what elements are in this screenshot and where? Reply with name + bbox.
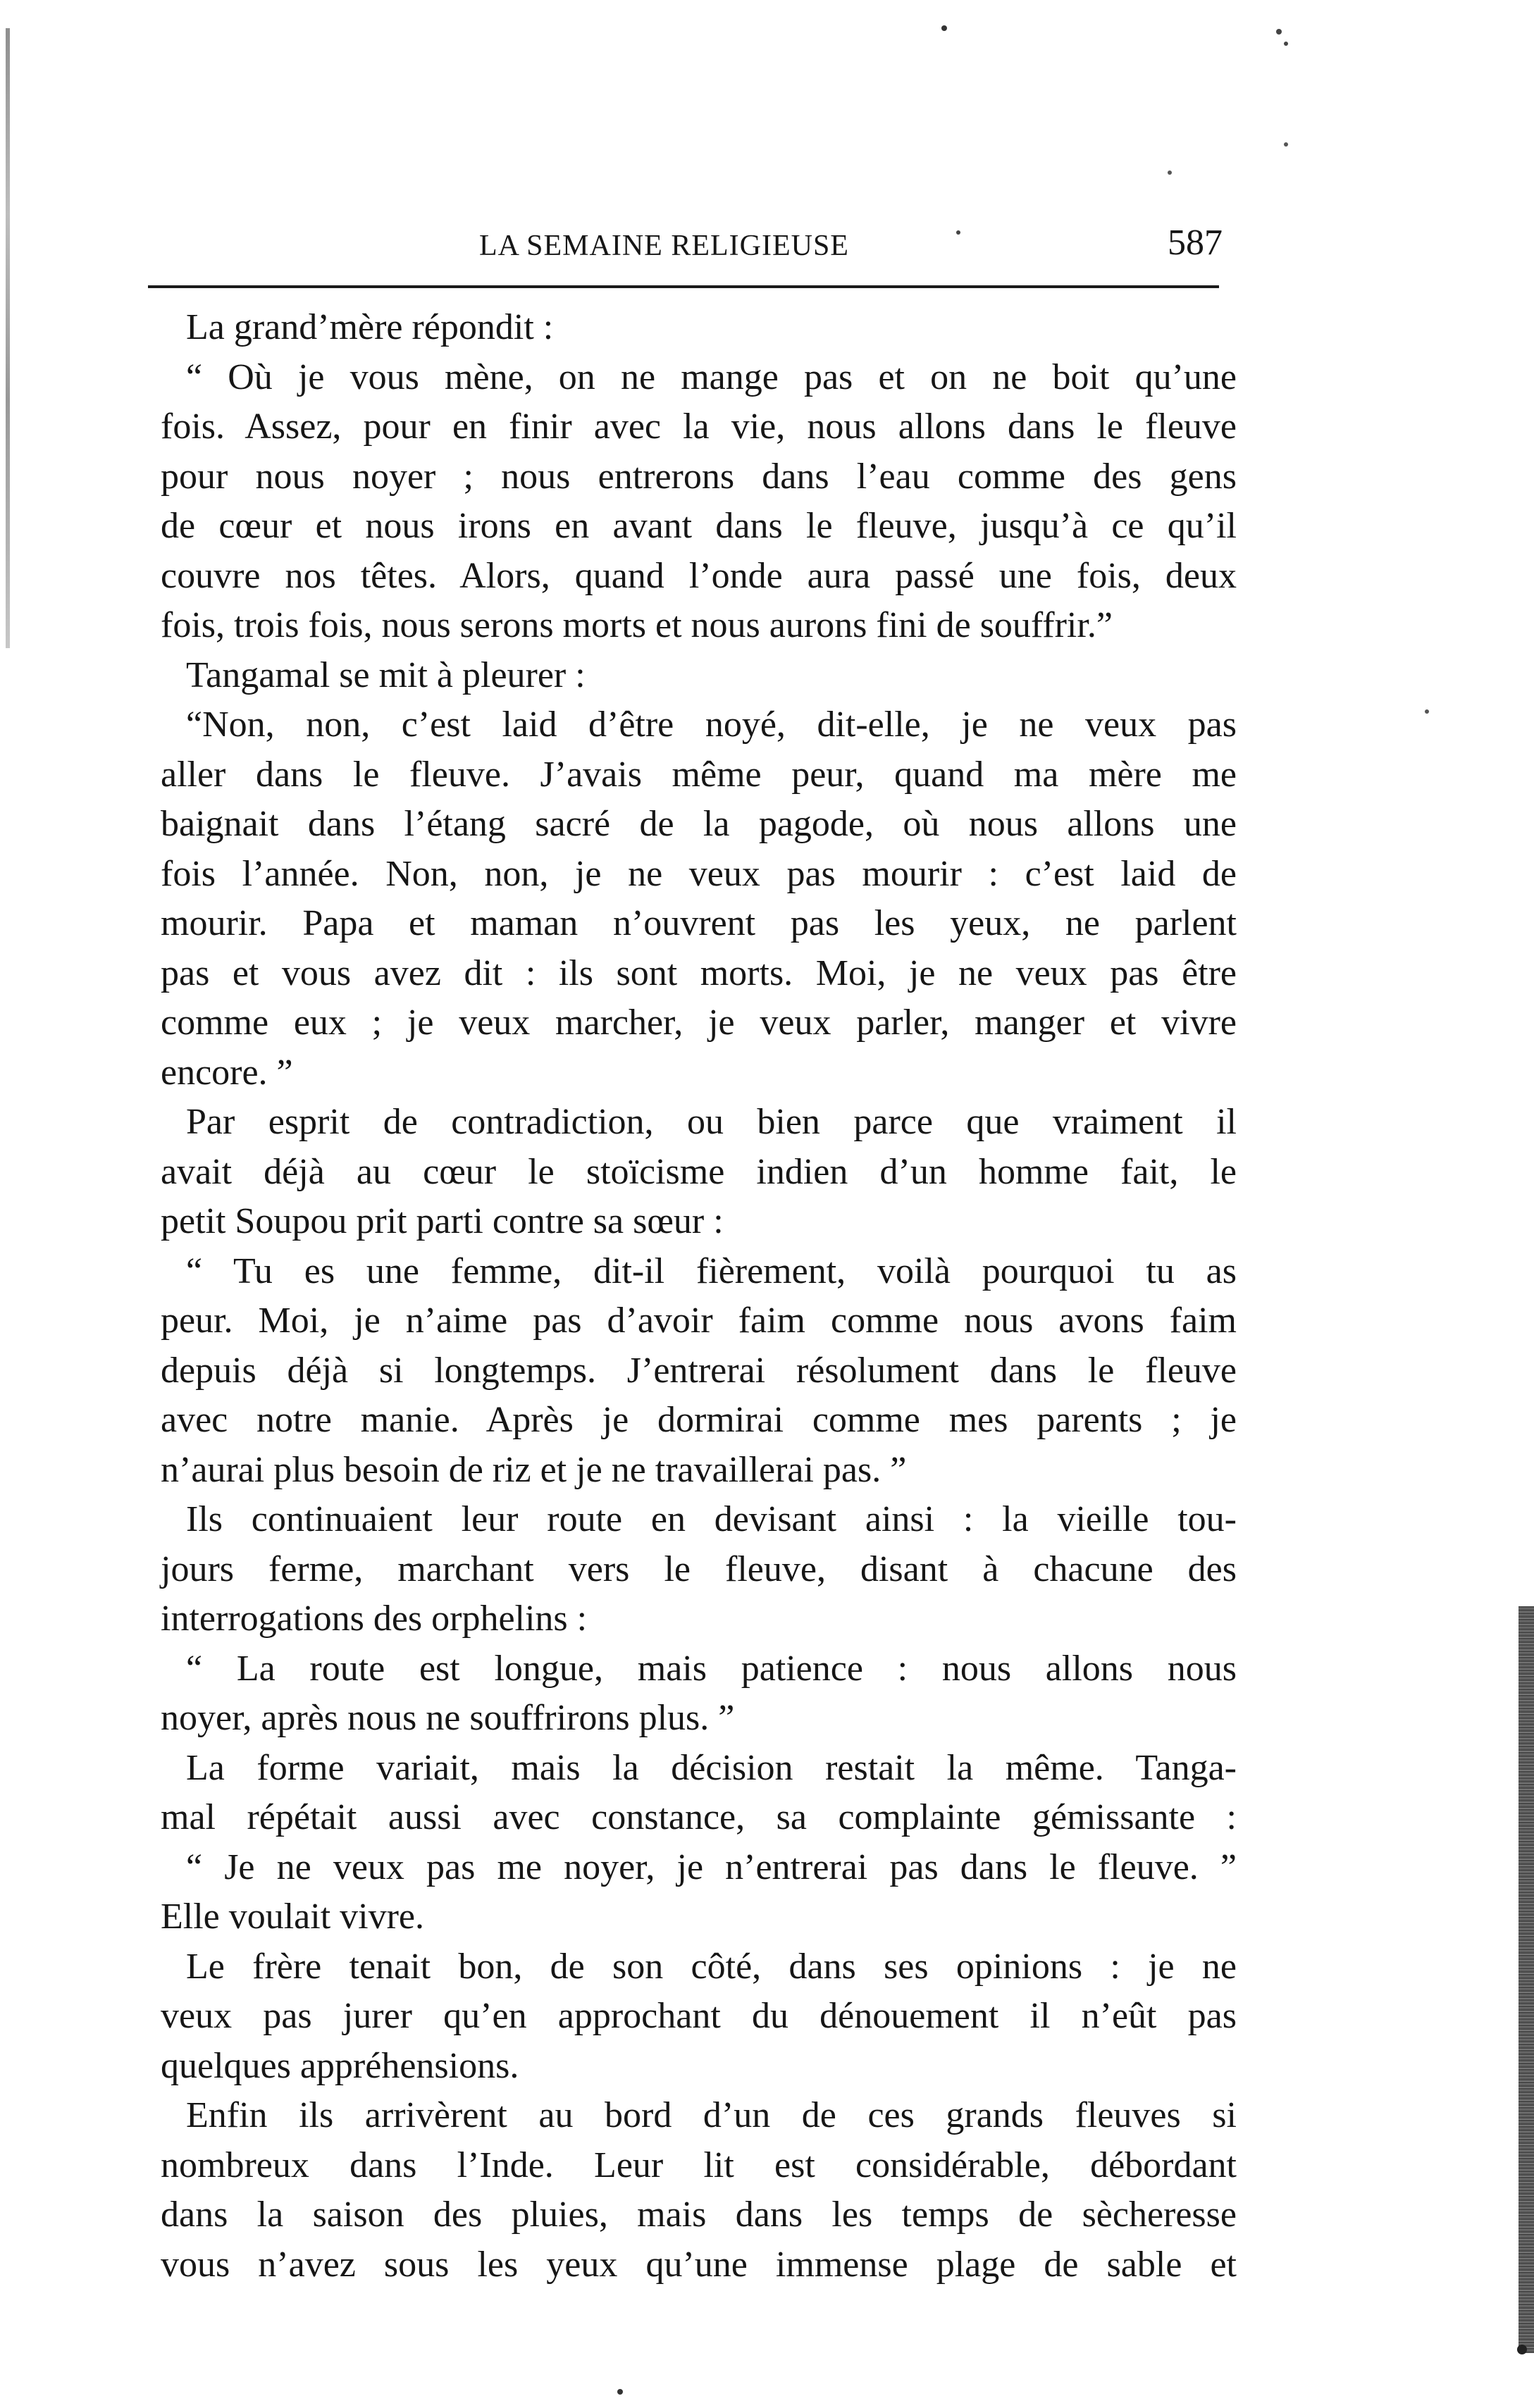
- binding-edge-left: [6, 28, 10, 648]
- text-line: veux pas jurer qu’en approchant du dénouement il n’eût pas: [161, 1996, 1237, 2036]
- text-line: fois l’année. Non, non, je ne veux pas mourir : c’est laid de: [161, 853, 1237, 894]
- text-line: encore. ”: [161, 1052, 293, 1093]
- text-line: avec notre manie. Après je dormirai comme mes parents ; je: [161, 1400, 1237, 1440]
- text-line: Le frère tenait bon, de son côté, dans ses opinions : je ne: [186, 1946, 1237, 1987]
- text-line: pour nous noyer ; nous entrerons dans l’eau comme des gens: [161, 456, 1237, 497]
- running-title: LA SEMAINE RELIGIEUSE: [479, 230, 849, 262]
- page-number: 587: [1168, 223, 1223, 263]
- text-line: jours ferme, marchant vers le fleuve, disant à chacune des: [161, 1549, 1237, 1589]
- text-line: Tangamal se mit à pleurer :: [186, 654, 586, 695]
- running-header: [144, 222, 1223, 271]
- text-line: nombreux dans l’Inde. Leur lit est considérable, débordant: [161, 2145, 1237, 2185]
- text-line: Elle voulait vivre.: [161, 1897, 425, 1937]
- text-line: baignait dans l’étang sacré de la pagode, où nous allons une: [161, 804, 1237, 844]
- header-rule: [148, 285, 1219, 288]
- text-line: noyer, après nous ne souffrirons plus. ”: [161, 1698, 735, 1738]
- text-line: pas et vous avez dit : ils sont morts. Moi, je ne veux pas être: [161, 952, 1237, 993]
- text-line: avait déjà au cœur le stoïcisme indien d’un homme fait, le: [161, 1151, 1237, 1192]
- text-line: peur. Moi, je n’aime pas d’avoir faim comme nous avons faim: [161, 1301, 1237, 1341]
- text-line: couvre nos têtes. Alors, quand l’onde aura passé une fois, deux: [161, 555, 1237, 596]
- text-line: petit Soupou prit parti contre sa sœur :: [161, 1201, 724, 1241]
- text-line: “ Je ne veux pas me noyer, je n’entrerai pas dans le fleuve. ”: [186, 1847, 1237, 1887]
- text-line: “ La route est longue, mais patience : nous allons nous: [186, 1648, 1237, 1689]
- text-line: aller dans le fleuve. J’avais même peur, quand ma mère me: [161, 754, 1237, 795]
- text-line: fois, trois fois, nous serons morts et nous aurons fini de souffrir.”: [161, 605, 1113, 645]
- text-line: depuis déjà si longtemps. J’entrerai résolument dans le fleuve: [161, 1350, 1237, 1391]
- text-line: Par esprit de contradiction, ou bien parce que vraiment il: [186, 1102, 1237, 1142]
- text-line: comme eux ; je veux marcher, je veux parler, manger et vivre: [161, 1003, 1237, 1043]
- body-text: [161, 303, 1237, 2290]
- text-line: quelques appréhensions.: [161, 2045, 519, 2086]
- text-line: Ils continuaient leur route en devisant ainsi : la vieille tou-: [186, 1499, 1237, 1539]
- text-line: mal répétait aussi avec constance, sa complainte gémissante :: [161, 1797, 1237, 1837]
- text-line: vous n’avez sous les yeux qu’une immense plage de sable et: [161, 2244, 1237, 2285]
- text-line: Enfin ils arrivèrent au bord d’un de ces grands fleuves si: [186, 2095, 1237, 2135]
- text-line: La forme variait, mais la décision restait la même. Tanga-: [186, 1747, 1237, 1788]
- text-line: “ Où je vous mène, on ne mange pas et on ne boit qu’une: [186, 356, 1237, 397]
- text-line: n’aurai plus besoin de riz et je ne travaillerai pas. ”: [161, 1449, 907, 1490]
- text-line: “Non, non, c’est laid d’être noyé, dit-elle, je ne veux pas: [186, 705, 1237, 745]
- text-line: La grand’mère répondit :: [186, 307, 554, 347]
- text-line: dans la saison des pluies, mais dans les temps de sècheresse: [161, 2195, 1237, 2235]
- binding-edge-right: [1518, 1606, 1534, 2353]
- text-line: interrogations des orphelins :: [161, 1599, 588, 1639]
- text-line: de cœur et nous irons en avant dans le fleuve, jusqu’à ce qu’il: [161, 506, 1237, 546]
- text-line: “ Tu es une femme, dit-il fièrement, voilà pourquoi tu as: [186, 1250, 1237, 1291]
- text-line: mourir. Papa et maman n’ouvrent pas les yeux, ne parlent: [161, 903, 1237, 943]
- text-line: fois. Assez, pour en finir avec la vie, nous allons dans le fleuve: [161, 406, 1237, 447]
